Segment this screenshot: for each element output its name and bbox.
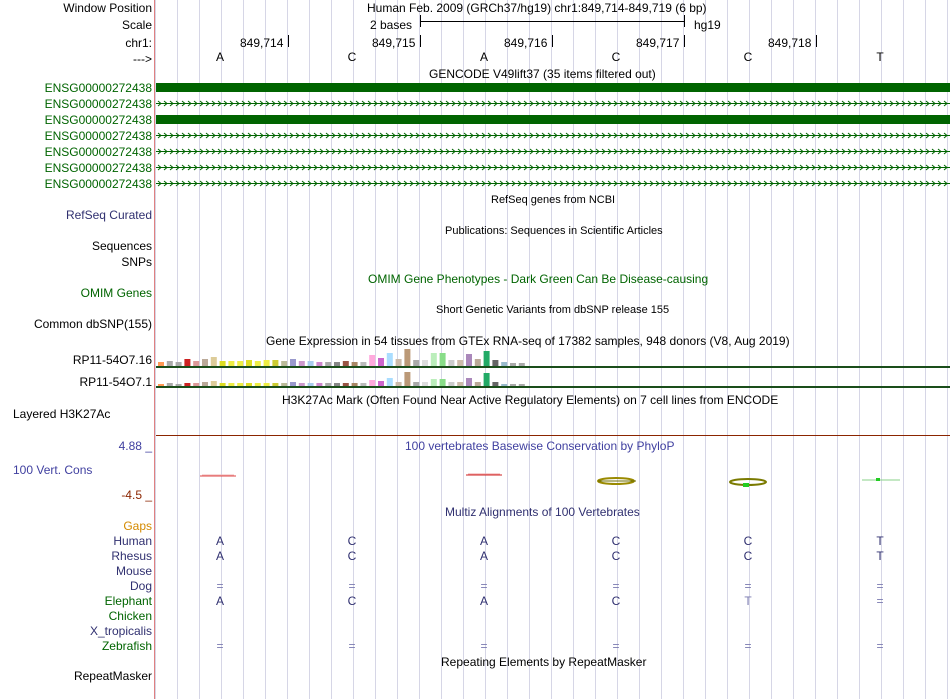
multiz-base: C	[347, 594, 357, 608]
repeatmasker-track-title: Repeating Elements by RepeatMasker	[441, 655, 647, 669]
sequences-track-label[interactable]: Sequences	[91, 239, 152, 253]
multiz-species-label[interactable]: Rhesus	[111, 549, 152, 563]
coord-tick	[816, 35, 817, 47]
coord-tick	[684, 35, 685, 47]
gencode-feature-thick[interactable]	[156, 115, 950, 124]
conservation-track-title: 100 vertebrates Basewise Conservation by PhyloP	[405, 439, 675, 453]
multiz-base: =	[876, 579, 884, 593]
assembly-name: hg19	[694, 18, 721, 32]
dbsnp-track-title: Short Genetic Variants from dbSNP release 155	[436, 304, 670, 316]
multiz-base: C	[611, 594, 621, 608]
multiz-base: T	[876, 534, 884, 548]
coord-label: 849,714	[240, 36, 284, 50]
scale-text: 2 bases	[370, 18, 413, 32]
gaps-label: Gaps	[123, 519, 152, 533]
scale-bar	[420, 21, 685, 22]
multiz-base: =	[612, 579, 620, 593]
gencode-feature-intron[interactable]	[156, 163, 950, 172]
gencode-item-label[interactable]: ENSG00000272438	[44, 129, 152, 143]
chr-label: chr1:	[125, 36, 152, 50]
multiz-base: =	[348, 639, 356, 653]
conservation-min-value: -4.5 _	[121, 488, 152, 502]
gencode-item-label[interactable]: ENSG00000272438	[44, 81, 152, 95]
multiz-species-label[interactable]: Zebrafish	[101, 639, 152, 653]
coord-label: 849,717	[636, 36, 680, 50]
multiz-base: C	[743, 549, 753, 563]
scale-bar-right-tick	[684, 15, 685, 27]
multiz-base: C	[347, 549, 357, 563]
multiz-base: A	[215, 594, 224, 608]
multiz-base: =	[744, 639, 752, 653]
gtex-track-title: Gene Expression in 54 tissues from GTEx RNA-seq of 17382 samples, 948 donors (V8, Aug 2019)	[266, 334, 790, 348]
snps-track-label[interactable]: SNPs	[121, 255, 152, 269]
coord-label: 849,716	[504, 36, 548, 50]
coord-tick	[420, 35, 421, 47]
gencode-feature-intron[interactable]	[156, 179, 950, 188]
gtex-gene-line	[156, 386, 950, 388]
h3k27ac-track-label[interactable]: Layered H3K27Ac	[13, 407, 111, 421]
multiz-base: =	[216, 639, 224, 653]
multiz-base: A	[479, 549, 488, 563]
multiz-base: =	[744, 579, 752, 593]
multiz-base: C	[611, 534, 621, 548]
multiz-species-label[interactable]: Dog	[129, 579, 152, 593]
multiz-base: C	[743, 534, 753, 548]
refseq-track-title: RefSeq genes from NCBI	[491, 194, 616, 206]
gencode-feature-intron[interactable]	[156, 99, 950, 108]
multiz-track-title: Multiz Alignments of 100 Vertebrates	[445, 505, 640, 519]
multiz-species-label[interactable]: Mouse	[115, 564, 152, 578]
repeatmasker-track-label[interactable]: RepeatMasker	[73, 669, 152, 683]
coord-tick	[552, 35, 553, 47]
gtex-expression-bars[interactable]	[156, 346, 950, 368]
multiz-base: C	[347, 534, 357, 548]
h3k27ac-baseline	[156, 435, 950, 436]
gtex-gene-label[interactable]: RP11-54O7.16	[72, 353, 152, 367]
gencode-item-label[interactable]: ENSG00000272438	[44, 113, 152, 127]
gencode-track-title: GENCODE V49lift37 (35 items filtered out)	[429, 67, 656, 81]
multiz-base: =	[612, 639, 620, 653]
conservation-max-value: 4.88 _	[118, 439, 152, 453]
gencode-feature-intron[interactable]	[156, 147, 950, 156]
multiz-base: A	[479, 594, 488, 608]
multiz-base: =	[876, 594, 884, 608]
base-letter: C	[347, 50, 357, 64]
multiz-base: C	[611, 549, 621, 563]
conservation-track-label[interactable]: 100 Vert. Cons	[13, 463, 93, 477]
window-position-label: Window Position	[63, 1, 152, 15]
coord-label: 849,715	[372, 36, 416, 50]
multiz-base: =	[216, 579, 224, 593]
omim-track-title: OMIM Gene Phenotypes - Dark Green Can Be Disease-causing	[368, 272, 709, 286]
gencode-feature-intron[interactable]	[156, 131, 950, 140]
base-letter: C	[743, 50, 753, 64]
base-letter: A	[215, 50, 224, 64]
multiz-base: T	[876, 549, 884, 563]
h3k27ac-track-title: H3K27Ac Mark (Often Found Near Active Regulatory Elements) on 7 cell lines from ENCODE	[282, 393, 779, 407]
gencode-item-label[interactable]: ENSG00000272438	[44, 97, 152, 111]
gtex-expression-bars[interactable]	[156, 368, 950, 388]
multiz-base: =	[876, 639, 884, 653]
gencode-item-label[interactable]: ENSG00000272438	[44, 161, 152, 175]
position-title: Human Feb. 2009 (GRCh37/hg19) chr1:849,714-849,719 (6 bp)	[367, 1, 707, 15]
multiz-base: =	[480, 639, 488, 653]
conservation-graph[interactable]	[156, 466, 950, 492]
multiz-species-label[interactable]: Elephant	[104, 594, 152, 608]
base-letter: A	[479, 50, 488, 64]
label-separator	[154, 0, 155, 699]
strand-arrow-label[interactable]: --->	[133, 52, 152, 66]
multiz-base: A	[215, 534, 224, 548]
multiz-base: T	[744, 594, 752, 608]
refseq-track-label[interactable]: RefSeq Curated	[65, 208, 152, 222]
multiz-base: =	[348, 579, 356, 593]
gtex-gene-label[interactable]: RP11-54O7.1	[79, 375, 152, 389]
scale-label: Scale	[121, 18, 152, 32]
omim-track-label[interactable]: OMIM Genes	[80, 286, 152, 300]
multiz-species-label[interactable]: Chicken	[108, 609, 152, 623]
dbsnp-track-label[interactable]: Common dbSNP(155)	[33, 317, 152, 331]
multiz-base: =	[480, 579, 488, 593]
multiz-base: A	[215, 549, 224, 563]
multiz-species-label[interactable]: X_tropicalis	[89, 624, 152, 638]
gencode-feature-thick[interactable]	[156, 83, 950, 92]
gencode-item-label[interactable]: ENSG00000272438	[44, 145, 152, 159]
base-letter: T	[876, 50, 884, 64]
coord-label: 849,718	[768, 36, 812, 50]
base-letter: C	[611, 50, 621, 64]
publications-track-title: Publications: Sequences in Scientific Articles	[445, 225, 663, 237]
coord-tick	[288, 35, 289, 47]
multiz-base: A	[479, 534, 488, 548]
multiz-species-label[interactable]: Human	[113, 534, 152, 548]
gencode-item-label[interactable]: ENSG00000272438	[44, 177, 152, 191]
